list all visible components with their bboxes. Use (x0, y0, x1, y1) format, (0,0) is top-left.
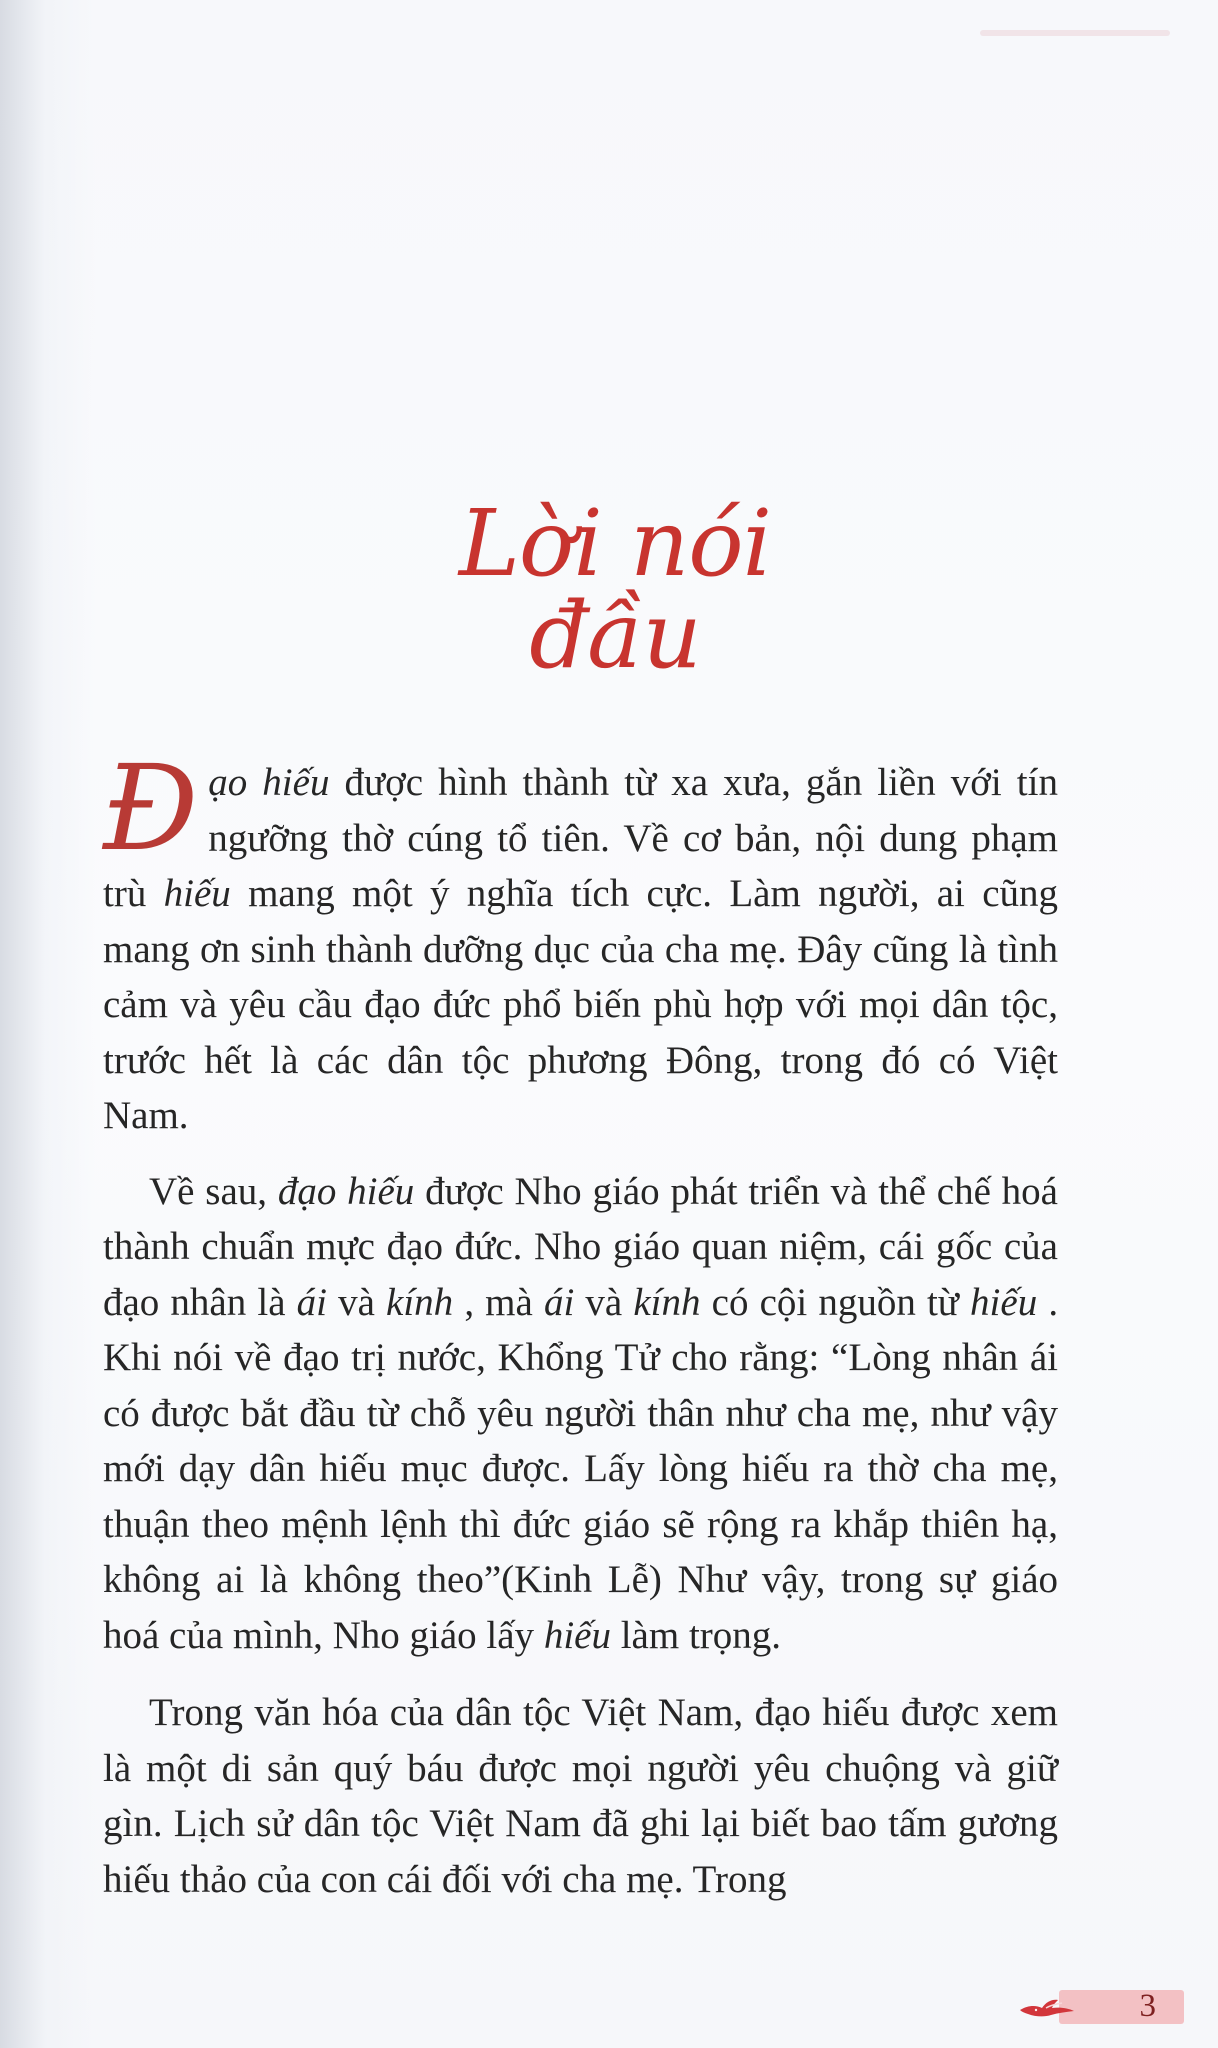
drop-cap: Đ (103, 739, 199, 877)
paragraph-segment: mang một ý nghĩa tích cực. Làm người, ai cũng mang ơn sinh thành dưỡng dục của cha mẹ. Đây cũng là tình cảm và yêu cầu đạo đức phổ biến phù hợp với mọi dân tộc, trước hết là các dân tộc phương Đông, trong đó có Việt Nam. (103, 872, 1058, 1137)
paragraph-segment: . Khi nói về đạo trị nước, Khổng Tử cho rằng: “Lòng nhân ái có được bắt đầu từ chỗ yêu người thân như cha mẹ, như vậy mới dạy dân hiếu mục được. Lấy lòng hiếu ra thờ cha mẹ, thuận theo mệnh lệnh thì đức giáo sẽ rộng ra khắp thiên hạ, không ai là không theo”(Kinh Lễ) Như vậy, trong sự giáo hoá của mình, Nho giáo lấy (103, 1280, 1059, 1657)
paragraph-segment: kính (633, 1280, 701, 1324)
body-text (103, 739, 1059, 1907)
paragraph-2 (103, 1164, 1058, 1664)
paragraph-segment: ái (296, 1280, 327, 1324)
paragraph-1 (103, 739, 1058, 1144)
paragraph-segment: hiếu (543, 1613, 611, 1657)
paragraph-segment: , mà (464, 1280, 544, 1324)
paragraph-segment: kính (386, 1280, 454, 1324)
page-number: 3 (1139, 1988, 1156, 2024)
paragraph-segment: hiếu (970, 1280, 1038, 1324)
paragraph-segment: và (338, 1280, 387, 1324)
bleed-through-mark (980, 30, 1170, 36)
paragraph-segment: ạo hiếu (208, 761, 330, 804)
page-footer (1014, 1982, 1184, 2028)
paragraph-segment: và (585, 1280, 634, 1324)
paragraph-segment: Trong văn hóa của dân tộc Việt Nam, đạo hiếu được xem là một di sản quý báu được mọi người yêu chuộng và giữ gìn. Lịch sử dân tộc Việt Nam đã ghi lại biết bao tấm gương hiếu thảo của con cái đối với cha mẹ. Trong (103, 1691, 1058, 1901)
paragraph-segment: hiếu (163, 872, 231, 915)
paragraph-segment: ái (543, 1280, 575, 1324)
paragraph-segment: đạo hiếu (277, 1169, 415, 1213)
paragraph-segment: được hình thành từ xa xưa, gắn liền với tín ngưỡng thờ cúng tổ tiên. Về cơ bản, nội dung phạm trù (103, 761, 1058, 915)
paragraph-segment: làm trọng. (620, 1613, 782, 1657)
bird-icon (1018, 1995, 1084, 2019)
page-title: Lời nói đầu (458, 490, 772, 689)
paragraph-segment: được Nho giáo phát triển và thể chế hoá thành chuẩn mực đạo đức. Nho giáo quan niệm, cái gốc của đạo nhân là (103, 1169, 1058, 1324)
paragraph-segment: Về sau, (149, 1169, 278, 1213)
paragraph-segment: có cội nguồn từ (711, 1280, 971, 1324)
paragraph-3 (103, 1685, 1058, 1907)
